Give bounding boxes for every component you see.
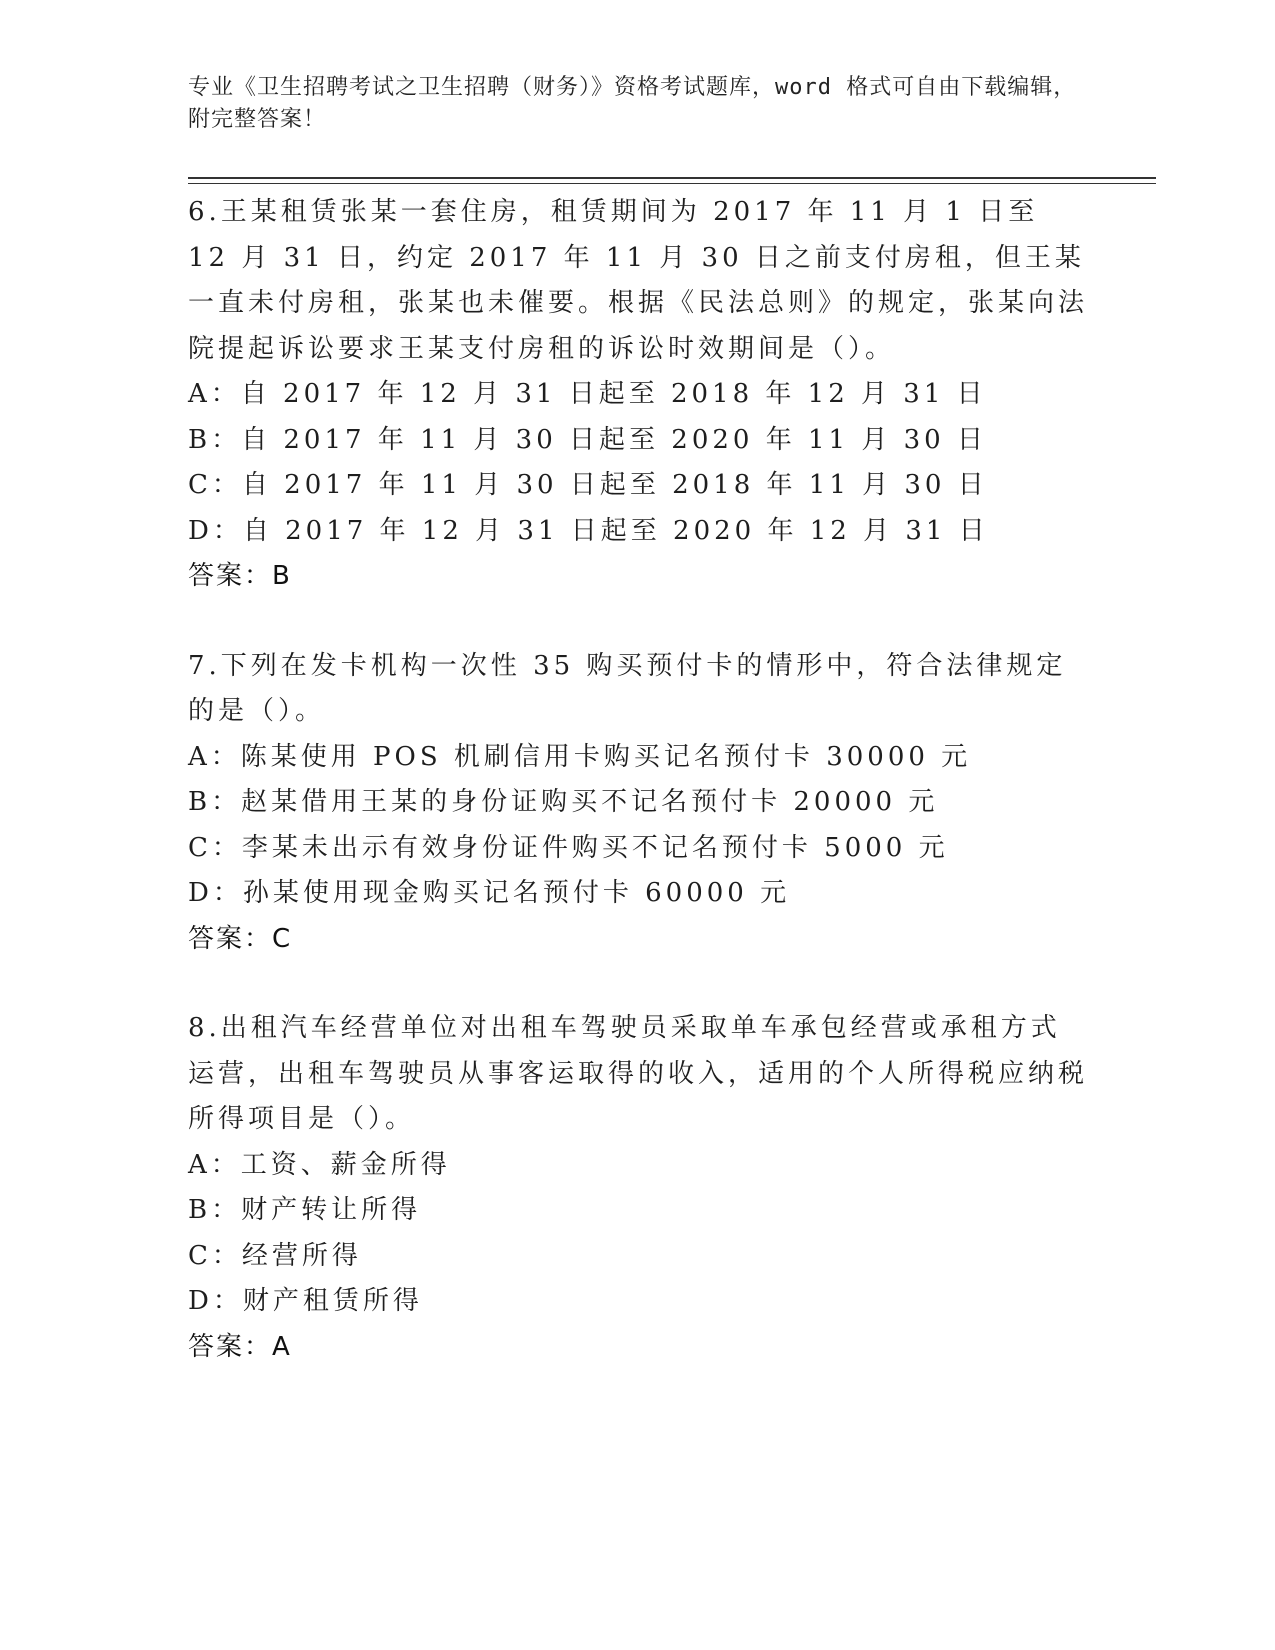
answer-line: 答案：C <box>188 923 293 954</box>
answer-line: 答案：B <box>188 561 292 591</box>
question-7 <box>188 644 1088 963</box>
option-c: C：经营所得 <box>188 1240 362 1271</box>
option-b: B：自 2017 年 11 月 30 日起至 2020 年 11 月 30 日 <box>188 424 987 455</box>
option-d: D：自 2017 年 12 月 31 日起至 2020 年 12 月 31 日 <box>188 515 989 546</box>
option-b: B：赵某借用王某的身份证购买不记名预付卡 20000 元 <box>188 787 939 817</box>
option-d: D：孙某使用现金购买记名预付卡 60000 元 <box>188 878 791 908</box>
header-divider <box>188 177 1156 179</box>
answer-line: 答案：A <box>188 1331 292 1362</box>
question-stem: 7.下列在发卡机构一次性 35 购买预付卡的情形中，符合法律规定的是（）。 <box>188 650 1067 726</box>
option-a: A：工资、薪金所得 <box>188 1149 451 1180</box>
header-divider-thin <box>188 183 1156 184</box>
option-c: C：自 2017 年 11 月 30 日起至 2018 年 11 月 30 日 <box>188 470 988 500</box>
question-6 <box>188 190 1088 600</box>
question-list <box>188 190 1088 1414</box>
option-a: A：自 2017 年 12 月 31 日起至 2018 年 12 月 31 日 <box>188 379 987 409</box>
question-stem: 6.王某租赁张某一套住房，租赁期间为 2017 年 11 月 1 日至 12 月 31 日，约定 2017 年 11 月 30 日之前支付房租，但王某一直未付房租，张某也未催要。根据《民法总则》的规定，张某向法院提起诉讼要求王某支付房租的诉讼时效期间是（）。 <box>188 197 1089 364</box>
option-c: C：李某未出示有效身份证件购买不记名预付卡 5000 元 <box>188 832 949 863</box>
document-header: 专业《卫生招聘考试之卫生招聘（财务）》资格考试题库，word 格式可自由下载编辑，附完整答案！ <box>188 75 1077 132</box>
question-8 <box>188 1006 1088 1370</box>
option-d: D：财产租赁所得 <box>188 1286 423 1316</box>
option-a: A：陈某使用 POS 机刷信用卡购买记名预付卡 30000 元 <box>188 741 972 772</box>
option-b: B：财产转让所得 <box>188 1195 422 1225</box>
question-stem: 8.出租汽车经营单位对出租车驾驶员采取单车承包经营或承租方式运营，出租车驾驶员从事客运取得的收入，适用的个人所得税应纳税所得项目是（）。 <box>188 1013 1089 1134</box>
